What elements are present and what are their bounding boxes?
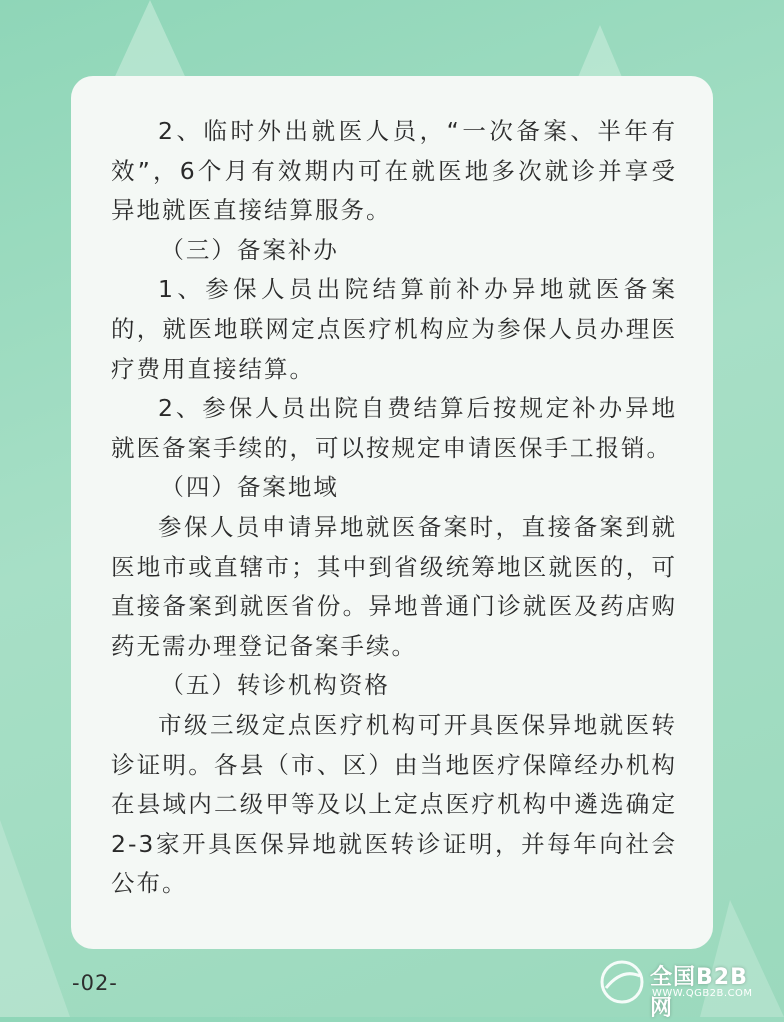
watermark-title: 全国B2B网 bbox=[650, 965, 748, 1021]
section-heading-referral: （五）转诊机构资格 bbox=[160, 671, 390, 700]
paragraph-supplement-before-discharge: 1、参保人员出院结算前补办异地就医备案的，就医地联网定点医疗机构应为参保人员办理医疗费用直接结算。 bbox=[111, 275, 677, 383]
paragraph-region: 参保人员申请异地就医备案时，直接备案到就医地市或直辖市；其中到省级统筹地区就医的，可直接备案到就医省份。异地普通门诊就医及药店购药无需办理登记备案手续。 bbox=[111, 512, 677, 660]
watermark-subtitle: WWW.QGB2B.COM bbox=[652, 988, 753, 999]
page-number: -02- bbox=[72, 971, 118, 995]
swoosh-logo-icon bbox=[598, 958, 646, 1006]
section-heading-region: （四）备案地域 bbox=[160, 473, 339, 502]
watermark-logo bbox=[598, 958, 768, 1021]
paragraph-referral: 市级三级定点医疗机构可开具医保异地就医转诊证明。各县（市、区）由当地医疗保障经办机构在县域内二级甲等及以上定点医疗机构中遴选确定2-3家开具医保异地就医转诊证明，并每年向社会公布。 bbox=[111, 710, 677, 898]
document-body bbox=[111, 112, 677, 904]
paragraph-supplement-after-discharge: 2、参保人员出院自费结算后按规定补办异地就医备案手续的，可以按规定申请医保手工报销。 bbox=[111, 394, 677, 462]
paragraph-temporary-visit: 2、临时外出就医人员，“一次备案、半年有效”，6个月有效期内可在就医地多次就诊并享受异地就医直接结算服务。 bbox=[111, 117, 677, 225]
section-heading-supplementary: （三）备案补办 bbox=[160, 235, 339, 264]
